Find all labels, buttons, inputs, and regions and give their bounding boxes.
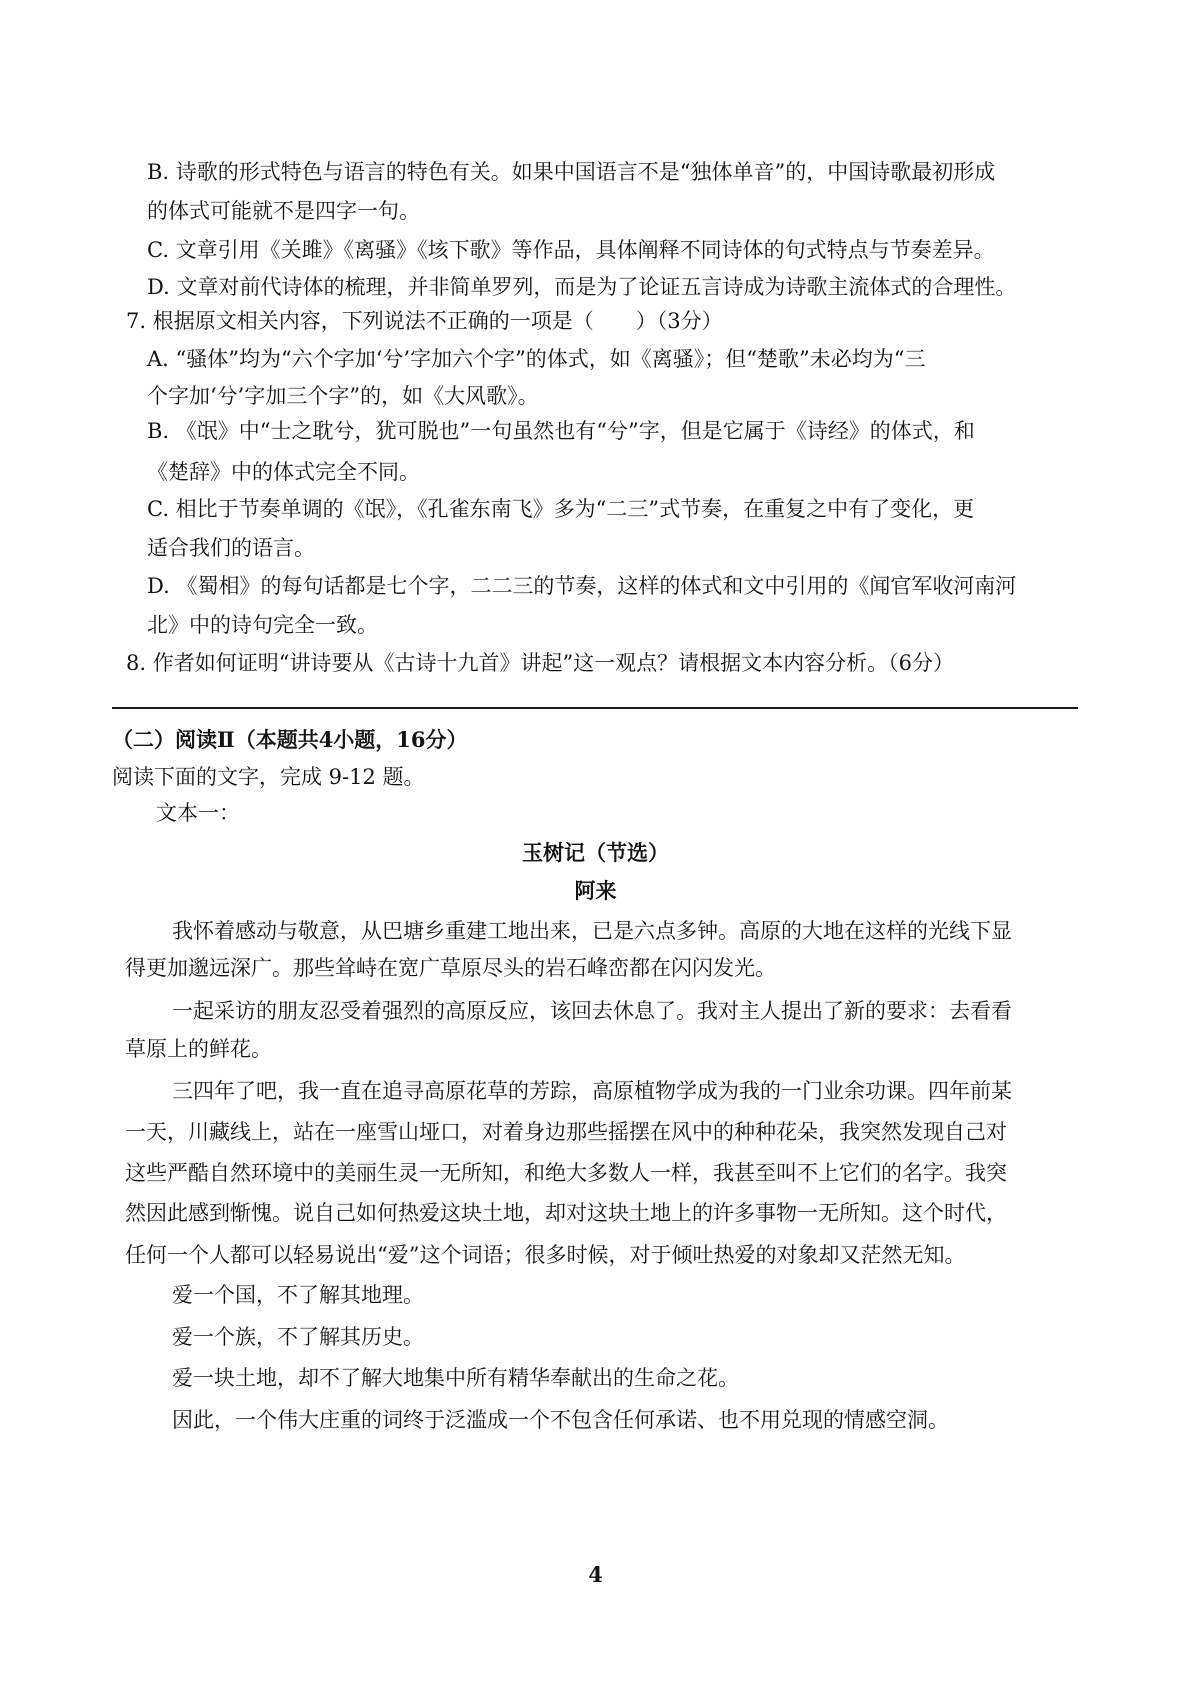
- q7-option-a-line2: 个字加‘兮’字加三个字”的，如《大风歌》。: [147, 384, 539, 408]
- q7-option-d-line1: D. 《蜀相》的每句话都是七个字，二二三的节奏，这样的体式和文中引用的《闻官军收河南河: [147, 574, 1017, 598]
- section-divider: [112, 707, 1078, 709]
- q7-option-b-line1: B. 《氓》中“士之耽兮，犹可脱也”一句虽然也有“兮”字，但是它属于《诗经》的体式，和: [147, 419, 975, 443]
- section2-instruction: 阅读下面的文字，完成 9-12 题。: [112, 765, 425, 789]
- passage-line: 一天，川藏线上，站在一座雪山垭口，对着身边那些摇摆在风中的种种花朵，我突然发现自己对: [125, 1120, 1007, 1144]
- q8-stem: 8. 作者如何证明“讲诗要从《古诗十九首》讲起”这一观点？请根据文本内容分析。（6分）: [126, 651, 955, 675]
- q7-option-c-line2: 适合我们的语言。: [147, 536, 315, 560]
- q6-option-d: D. 文章对前代诗体的梳理，并非简单罗列，而是为了论证五言诗成为诗歌主流体式的合理性。: [147, 275, 1017, 299]
- passage-title: 玉树记（节选）: [522, 840, 669, 865]
- passage-line: 爱一块土地，却不了解大地集中所有精华奉献出的生命之花。: [172, 1366, 739, 1390]
- q7-option-c-line1: C. 相比于节奏单调的《氓》，《孔雀东南飞》多为“二三”式节奏，在重复之中有了变化，更: [147, 497, 975, 521]
- q7-option-d-line2: 北》中的诗句完全一致。: [147, 613, 378, 637]
- passage-line: 草原上的鲜花。: [125, 1037, 272, 1061]
- q6-option-c: C. 文章引用《关雎》《离骚》《垓下歌》等作品，具体阐释不同诗体的句式特点与节奏差异。: [147, 238, 995, 262]
- passage-line: 得更加邈远深广。那些耸峙在宽广草原尽头的岩石峰峦都在闪闪发光。: [125, 956, 776, 980]
- passage-line: 三四年了吧，我一直在追寻高原花草的芳踪，高原植物学成为我的一门业余功课。四年前某: [172, 1079, 1012, 1103]
- passage-author: 阿来: [574, 878, 617, 903]
- text-one-label: 文本一：: [156, 801, 240, 825]
- passage-line: 这些严酷自然环境中的美丽生灵一无所知，和绝大多数人一样，我甚至叫不上它们的名字。我突: [125, 1161, 1007, 1185]
- page-number: 4: [588, 1562, 603, 1587]
- passage-line: 爱一个族，不了解其历史。: [172, 1325, 424, 1349]
- q6-option-b-line2: 的体式可能就不是四字一句。: [147, 199, 420, 223]
- q6-option-b-line1: B. 诗歌的形式特色与语言的特色有关。如果中国语言不是“独体单音”的，中国诗歌最初形成: [147, 160, 996, 184]
- passage-line: 因此，一个伟大庄重的词终于泛滥成一个不包含任何承诺、也不用兑现的情感空洞。: [172, 1408, 949, 1432]
- q7-option-b-line2: 《楚辞》中的体式完全不同。: [147, 460, 420, 484]
- q7-stem: 7. 根据原文相关内容，下列说法不正确的一项是（ ）（3分）: [126, 309, 723, 333]
- passage-line: 一起采访的朋友忍受着强烈的高原反应，该回去休息了。我对主人提出了新的要求：去看看: [172, 999, 1012, 1023]
- q7-option-a-line1: A. “骚体”均为“六个字加‘兮’字加六个字”的体式，如《离骚》；但“楚歌”未必均为“三: [147, 347, 926, 371]
- passage-line: 然因此感到惭愧。说自己如何热爱这块土地，却对这块土地上的许多事物一无所知。这个时代，: [125, 1201, 1007, 1225]
- section2-heading: （二）阅读Ⅱ（本题共4小题，16分）: [112, 727, 468, 752]
- passage-line: 我怀着感动与敬意，从巴塘乡重建工地出来，已是六点多钟。高原的大地在这样的光线下显: [172, 919, 1012, 943]
- passage-line: 爱一个国，不了解其地理。: [172, 1283, 424, 1307]
- passage-line: 任何一个人都可以轻易说出“爱”这个词语；很多时候，对于倾吐热爱的对象却又茫然无知。: [125, 1243, 966, 1267]
